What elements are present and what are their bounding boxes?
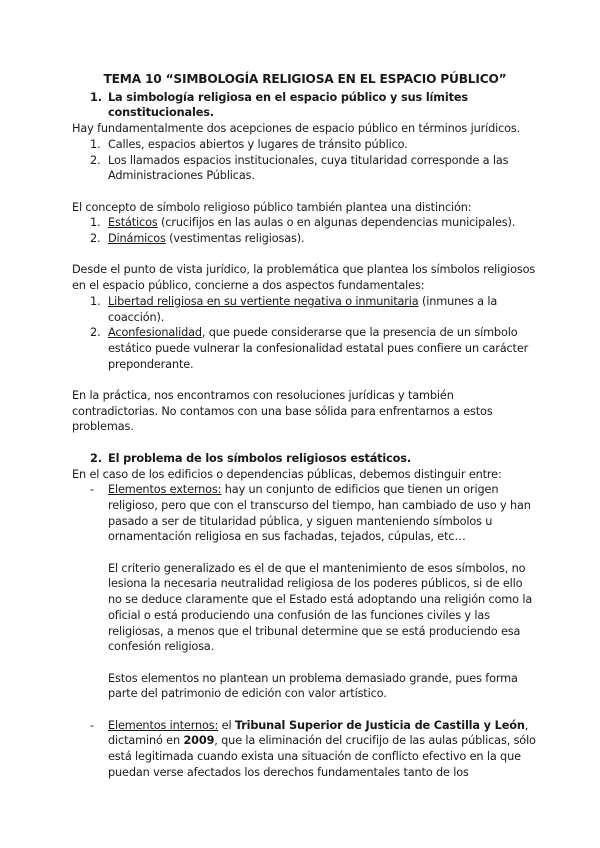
section-2-heading (72, 451, 538, 467)
list-number: 1. (90, 137, 101, 151)
list-text: (inmunes a la coacción). (108, 294, 498, 324)
item-term: Elementos internos: (108, 718, 219, 732)
section-2-intro: En el caso de los edificios o dependencias públicas, debemos distinguir entre: (72, 467, 502, 481)
item-text: el (218, 718, 235, 732)
list-text: Los llamados espacios institucionales, cuya titularidad corresponde a las Administraciones Públicas. (108, 153, 509, 183)
item-text: , dictaminó en (108, 718, 529, 748)
list1-item (72, 137, 538, 153)
section-1-intro: Hay fundamentalmente dos acepciones de espacio público en términos jurídicos. (72, 122, 521, 136)
section-1-paragraph-2: El concepto de símbolo religioso público también plantea una distinción: (72, 200, 472, 214)
list3-item (72, 325, 538, 372)
internal-elements-item (72, 718, 538, 781)
list-term: Estáticos (108, 216, 158, 230)
item-text: , que la eliminación del crucifijo de las aulas públicas, sólo está legitimada cuando exista una situación de conflicto efectivo en la que puedan verse afectados los derechos fundamentales tanto de los (108, 734, 536, 779)
court-name: Tribunal Superior de Justicia de Castilla y León (234, 718, 525, 732)
list-number: 2. (90, 326, 101, 340)
section-1-heading-text: La simbología religiosa en el espacio público y sus límites constitucionales. (108, 90, 468, 120)
year: 2009 (183, 734, 215, 748)
list-text: , que puede considerarse que la presencia de un símbolo estático puede vulnerar la confesionalidad estatal pues confiere un carácter preponderante. (108, 326, 529, 371)
list-term: Libertad religiosa en su vertiente negativa o inmunitaria (108, 294, 419, 308)
section-1-number: 1. (90, 90, 102, 104)
list-number: 2. (90, 232, 101, 246)
list3-item (72, 294, 538, 325)
list-text: (vestimentas religiosas). (165, 232, 305, 246)
external-elements-paragraph-3: Estos elementos no plantean un problema demasiado grande, pues forma parte del patrimonio de edición con valor artístico. (108, 671, 518, 701)
list-number: 1. (90, 294, 101, 308)
external-elements-paragraph-2: El criterio generalizado es el de que el mantenimiento de esos símbolos, no lesiona la necesaria neutralidad religiosa de los poderes públicos, si de ello no se deduce claramente que el Estado está adoptando una religión como la oficial o está produciendo una confusión de las funciones civiles y las religiosas, a menos que el tribunal determine que se está produciendo esa confesión religiosa. (108, 561, 533, 654)
section-1-paragraph-3: Desde el punto de vista jurídico, la problemática que plantea los símbolos religiosos en el espacio público, concierne a dos aspectos fundamentales: (72, 263, 536, 293)
section-2-heading-text: El problema de los símbolos religiosos estáticos. (108, 451, 412, 465)
document-title: TEMA 10 “SIMBOLOGÍA RELIGIOSA EN EL ESPACIO PÚBLICO” (103, 72, 507, 86)
list1-item (72, 153, 538, 184)
list-text: Calles, espacios abiertos y lugares de tránsito público. (108, 137, 408, 151)
list-number: 1. (90, 216, 101, 230)
dash-bullet: - (90, 483, 94, 497)
list-term: Dinámicos (108, 232, 166, 246)
list2-item (72, 215, 538, 231)
list-text: (crucifijos en las aulas o en algunas dependencias municipales). (157, 216, 516, 230)
list2-item (72, 231, 538, 247)
section-2-number: 2. (90, 451, 102, 465)
section-1-heading (72, 90, 538, 121)
section-1-paragraph-4: En la práctica, nos encontramos con resoluciones jurídicas y también contradictorias. No contamos con una base sólida para enfrentarnos a estos problemas. (72, 389, 493, 434)
external-elements-item (72, 482, 538, 545)
item-text: hay un conjunto de edificios que tienen un origen religioso, pero que con el transcurso del tiempo, han cambiado de uso y han pasado a ser de titularidad pública, y siguen manteniendo símbolos u ornamentación religiosa en sus fachadas, tejados, cúpulas, etc… (108, 483, 531, 544)
dash-bullet: - (90, 718, 94, 732)
item-term: Elementos externos: (108, 483, 222, 497)
list-number: 2. (90, 153, 101, 167)
list-term: Aconfesionalidad (108, 326, 202, 340)
